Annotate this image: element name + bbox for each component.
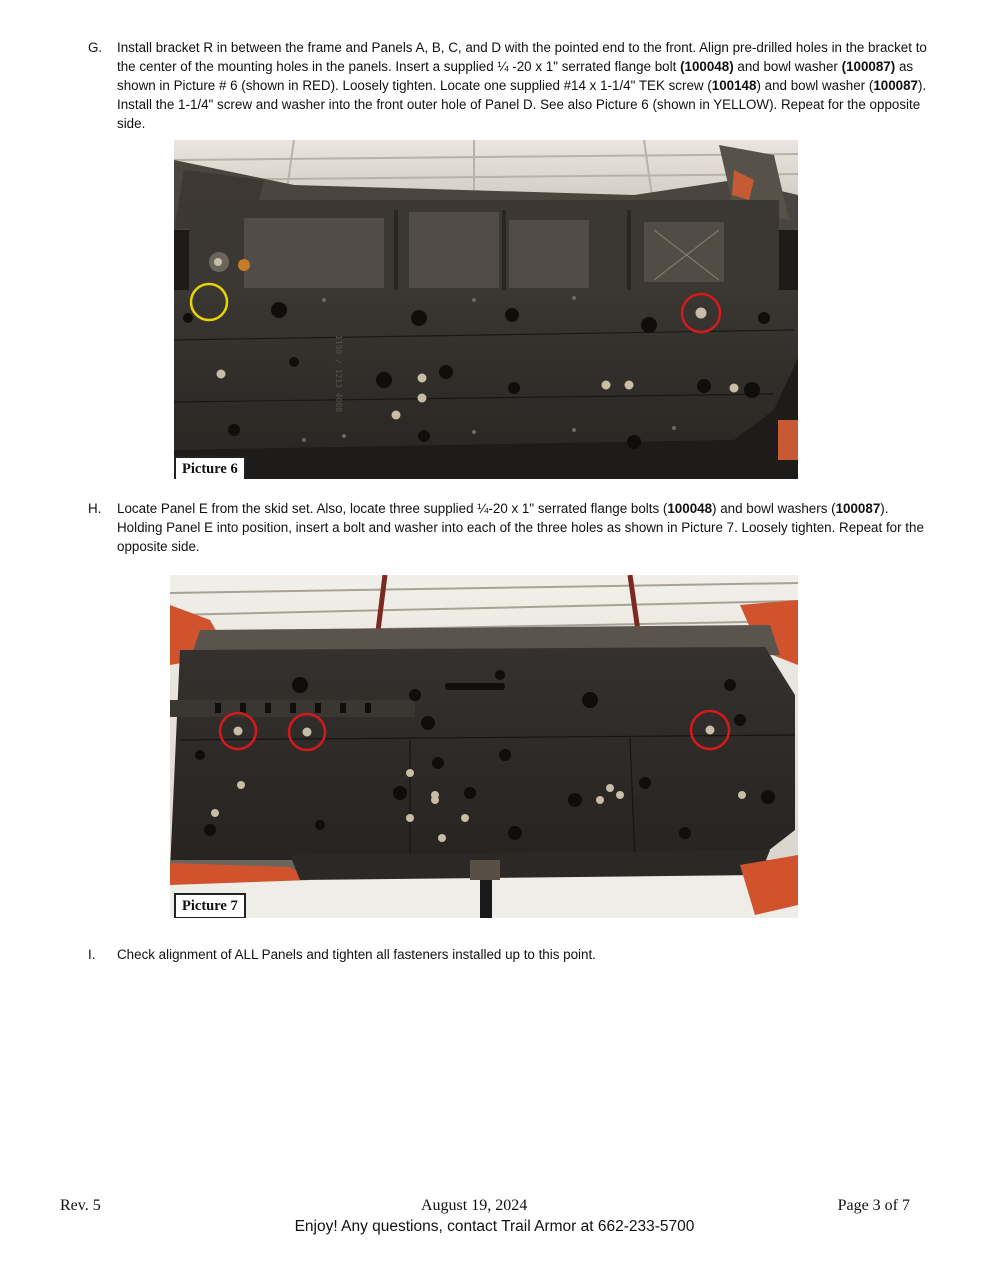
step-letter: H.	[88, 501, 102, 516]
step-letter: I.	[88, 947, 96, 962]
step-h	[88, 499, 930, 556]
panel-stamp-text: 1198 / 1213 4000	[334, 335, 343, 413]
picture-7-photo	[170, 575, 798, 918]
step-i	[88, 945, 930, 964]
document-date: August 19, 2024	[421, 1197, 528, 1214]
footer	[60, 1197, 910, 1219]
step-i-text: Check alignment of ALL Panels and tighten all fasteners installed up to this point.	[117, 947, 596, 962]
page-number: Page 3 of 7	[837, 1197, 910, 1214]
picture-7-caption: Picture 7	[174, 893, 246, 918]
picture-6-illustration	[174, 140, 798, 479]
contact-line: Enjoy! Any questions, contact Trail Armor at 662-233-5700	[294, 1218, 695, 1235]
picture-6-photo	[174, 140, 798, 479]
picture-6-caption: Picture 6	[174, 456, 246, 479]
step-g-text: Install bracket R in between the frame and Panels A, B, C, and D with the pointed end to the front. Align pre-drilled holes in the bracket to the center of the mounting holes in the panels. Insert a supplied ¼ -20 x 1" serrated flange bolt (100048) and bowl washer (100087) as shown in Picture # 6 (shown in RED). Loosely tighten. Locate one supplied #14 x 1-1/4" TEK screw (100148) and bowl washer (100087). Install the 1-1/4" screw and washer into the front outer hole of Panel D. See also Picture 6 (shown in YELLOW). Repeat for the opposite side.	[117, 40, 927, 131]
step-g	[88, 38, 930, 133]
step-h-text: Locate Panel E from the skid set. Also, locate three supplied ¼-20 x 1" serrated flange bolts (100048) and bowl washers (100087). Holding Panel E into position, insert a bolt and washer into each of the three holes as shown in Picture 7. Loosely tighten. Repeat for the opposite side.	[117, 501, 924, 554]
step-letter: G.	[88, 40, 103, 55]
revision-label: Rev. 5	[60, 1197, 101, 1214]
picture-7-illustration	[170, 575, 798, 918]
